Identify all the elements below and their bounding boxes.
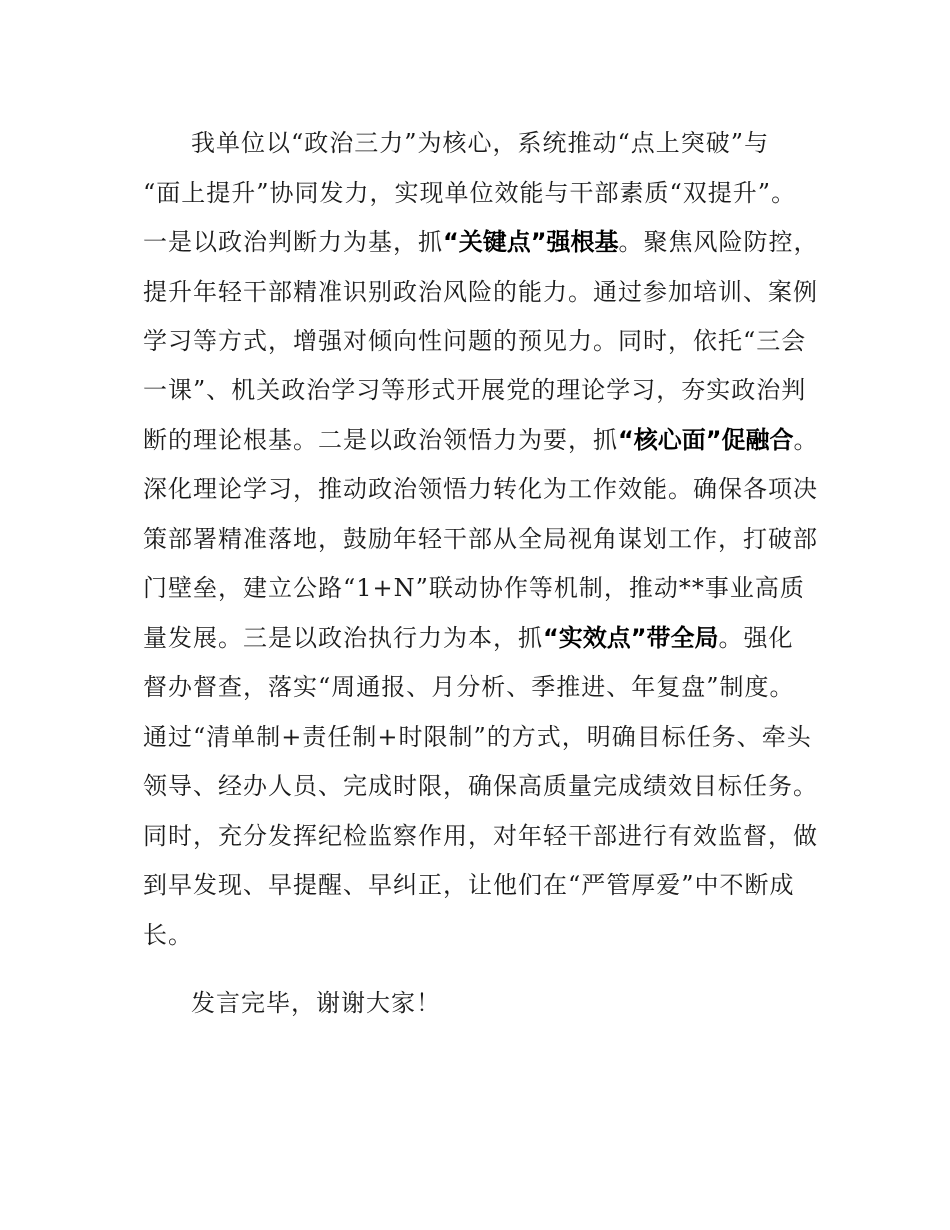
text-run: 学习等方式，增强对倾向性问题的预见力。同时，依托“三会 — [143, 327, 807, 355]
text-run: 。聚焦风险防控， — [618, 228, 819, 256]
text-line — [143, 766, 823, 806]
text-line — [143, 222, 823, 262]
text-run: 一课”、机关政治学习等形式开展党的理论学习，夯实政治判 — [143, 376, 807, 404]
text-line — [143, 667, 823, 707]
text-line — [143, 519, 823, 559]
text-run: 领导、经办人员、完成时限，确保高质量完成绩效目标任务。 — [143, 772, 818, 800]
text-run: 。强化 — [718, 624, 794, 652]
text-run: 门壁垒，建立公路“1+N”联动协作等机制，推动**事业高质 — [143, 574, 805, 602]
text-line — [143, 865, 823, 905]
bold-heading-run: “关键点”强根基 — [443, 228, 619, 256]
text-run: 一是以政治判断力为基，抓 — [143, 228, 443, 256]
text-line — [143, 816, 823, 856]
text-run: 。 — [793, 426, 819, 454]
text-line — [143, 272, 823, 312]
text-run: 通过“清单制+责任制+时限制”的方式，明确目标任务、牵头 — [143, 723, 812, 751]
text-line — [143, 370, 823, 410]
text-run: 到早发现、早提醒、早纠正，让他们在“严管厚爱”中不断成 — [143, 871, 795, 899]
text-run: 深化理论学习，推动政治领悟力转化为工作效能。确保各项决 — [143, 475, 818, 503]
text-line — [143, 717, 823, 757]
text-run: 提升年轻干部精准识别政治风险的能力。通过参加培训、案例 — [143, 278, 818, 306]
text-run: 量发展。三是以政治执行力为本，抓 — [143, 624, 543, 652]
text-run: “面上提升”协同发力，实现单位效能与干部素质“双提升”。 — [143, 179, 797, 207]
text-run: 我单位以“政治三力”为核心，系统推动“点上突破”与 — [191, 129, 770, 157]
text-line — [143, 469, 823, 509]
text-line — [143, 568, 823, 608]
text-run: 发言完毕，谢谢大家！ — [191, 989, 441, 1017]
text-line — [191, 123, 871, 163]
text-run: 督办督查，落实“周通报、月分析、季推进、年复盘”制度。 — [143, 673, 795, 701]
bold-heading-run: “实效点”带全局 — [543, 624, 719, 652]
text-run: 策部署精准落地，鼓励年轻干部从全局视角谋划工作，打破部 — [143, 525, 818, 553]
bold-heading-run: “核心面”促融合 — [618, 426, 794, 454]
text-line — [143, 618, 823, 658]
text-run: 长。 — [143, 921, 193, 949]
text-run: 同时，充分发挥纪检监察作用，对年轻干部进行有效监督，做 — [143, 822, 818, 850]
text-line — [143, 420, 823, 460]
closing-line — [191, 983, 871, 1023]
text-line — [143, 915, 823, 955]
text-line — [143, 173, 823, 213]
text-run: 断的理论根基。二是以政治领悟力为要，抓 — [143, 426, 618, 454]
text-line — [143, 321, 823, 361]
